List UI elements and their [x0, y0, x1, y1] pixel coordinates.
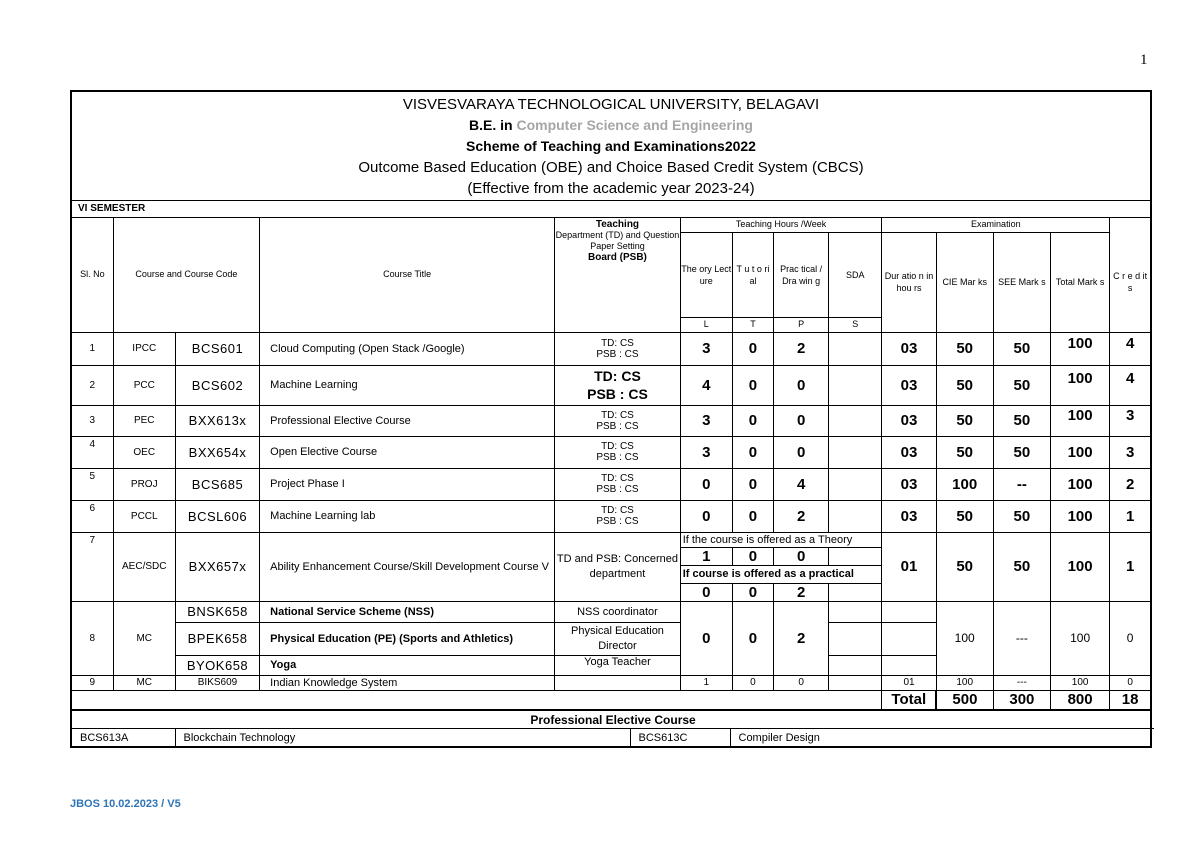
table-row [72, 405, 1150, 436]
scheme-table [72, 218, 1150, 711]
course-type: PCC [113, 365, 175, 405]
see-marks: 50 [993, 532, 1050, 601]
hours-s [829, 601, 882, 622]
duration: 01 [882, 532, 936, 601]
hours-s [829, 655, 882, 675]
credits: 0 [1110, 601, 1150, 675]
course-title: Cloud Computing (Open Stack /Google) [260, 332, 555, 365]
hours-l: 0 [680, 601, 732, 675]
course-type: IPCC [113, 332, 175, 365]
degree-prefix: B.E. in [469, 117, 513, 133]
hours-s [829, 436, 882, 468]
pec-table [72, 711, 1154, 746]
hours-p: 0 [774, 365, 829, 405]
theory-t: 0 [732, 547, 773, 565]
pec-title: Blockchain Technology [175, 729, 630, 747]
sl-no: 7 [72, 532, 113, 601]
cie-marks: 100 [936, 675, 993, 690]
see-marks: 50 [993, 500, 1050, 532]
total-marks: 100 [1051, 601, 1110, 675]
duration: 03 [882, 500, 936, 532]
course-type: PROJ [113, 468, 175, 500]
totals-credits: 18 [1110, 690, 1150, 710]
hours-l: 3 [680, 332, 732, 365]
course-code: BXX657x [175, 532, 259, 601]
teaching-dept: TD: CS PSB : CS [555, 405, 680, 436]
col-tutorial: T u t o ri al [732, 232, 773, 317]
col-duration: Dur atio n in hou rs [882, 232, 936, 332]
hours-t: 0 [732, 365, 773, 405]
col-p: P [774, 317, 829, 332]
course-title: Indian Knowledge System [260, 675, 555, 690]
course-type: MC [113, 601, 175, 675]
course-type: AEC/SDC [113, 532, 175, 601]
duration [882, 601, 936, 622]
practical-p: 2 [774, 583, 829, 601]
totals-row [72, 690, 1150, 710]
teaching-dept: TD: CS PSB : CS [555, 500, 680, 532]
totals-see: 300 [993, 690, 1050, 710]
course-title: National Service Scheme (NSS) [260, 601, 555, 622]
col-total: Total Mark s [1051, 232, 1110, 332]
col-slno: Sl. No [72, 218, 113, 332]
total-marks: 100 [1051, 675, 1110, 690]
obe-line: Outcome Based Education (OBE) and Choice Based Credit System (CBCS) [358, 159, 864, 176]
course-type: PCCL [113, 500, 175, 532]
course-type: OEC [113, 436, 175, 468]
total-marks: 100 [1051, 500, 1110, 532]
sl-no: 8 [72, 601, 113, 675]
col-examination: Examination [882, 218, 1110, 232]
theory-s [829, 547, 882, 565]
cie-marks: 50 [936, 365, 993, 405]
university-name: VISVESVARAYA TECHNOLOGICAL UNIVERSITY, BELAGAVI [402, 96, 820, 113]
teaching-dept: TD: CS PSB : CS [555, 332, 680, 365]
course-code: BPEK658 [175, 622, 259, 655]
course-code: BCSL606 [175, 500, 259, 532]
total-marks: 100 [1051, 365, 1110, 405]
col-cie: CIE Mar ks [936, 232, 993, 332]
table-row [72, 436, 1150, 468]
cie-marks: 50 [936, 332, 993, 365]
hours-s [829, 675, 882, 690]
hours-l: 4 [680, 365, 732, 405]
see-marks: 50 [993, 365, 1050, 405]
cie-marks: 100 [936, 601, 993, 675]
cie-marks: 100 [936, 468, 993, 500]
course-type: MC [113, 675, 175, 690]
table-row [72, 468, 1150, 500]
sl-no: 2 [72, 365, 113, 405]
duration: 03 [882, 332, 936, 365]
col-t: T [732, 317, 773, 332]
course-title: Yoga [260, 655, 555, 675]
col-credits-top [1110, 218, 1150, 232]
col-practical: Prac tical / Dra win g [774, 232, 829, 317]
col-see: SEE Mark s [993, 232, 1050, 332]
course-title: Open Elective Course [260, 436, 555, 468]
col-sda: SDA [829, 232, 882, 317]
hours-s [829, 365, 882, 405]
hours-s [829, 468, 882, 500]
col-theory: The ory Lect ure [680, 232, 732, 317]
course-type: PEC [113, 405, 175, 436]
credits: 0 [1110, 675, 1150, 690]
teaching-dept: TD and PSB: Concerned department [555, 532, 680, 601]
pec-code: BCS613C [630, 729, 730, 747]
total-marks: 100 [1051, 405, 1110, 436]
hours-p: 0 [774, 675, 829, 690]
total-marks: 100 [1051, 468, 1110, 500]
course-title: Professional Elective Course [260, 405, 555, 436]
sl-no: 5 [72, 468, 113, 500]
hours-p: 0 [774, 436, 829, 468]
practical-note: If course is offered as a practical [680, 565, 882, 583]
duration: 03 [882, 405, 936, 436]
duration [882, 622, 936, 655]
pec-title: Compiler Design [730, 729, 1154, 747]
teaching-dept: TD: CS PSB : CS [555, 468, 680, 500]
cie-marks: 50 [936, 532, 993, 601]
practical-l: 0 [680, 583, 732, 601]
table-row [72, 601, 1150, 622]
pec-code: BCS613A [72, 729, 175, 747]
course-code: BIKS609 [175, 675, 259, 690]
hours-t: 0 [732, 332, 773, 365]
see-marks: --- [993, 675, 1050, 690]
totals-spacer [72, 690, 882, 710]
course-code: BXX654x [175, 436, 259, 468]
duration: 03 [882, 468, 936, 500]
table-row [72, 532, 1150, 547]
see-marks: --- [993, 601, 1050, 675]
see-marks: 50 [993, 332, 1050, 365]
page-number: 1 [1140, 52, 1148, 68]
hours-p: 0 [774, 405, 829, 436]
sl-no: 6 [72, 500, 113, 532]
col-teaching-hours: Teaching Hours /Week [680, 218, 882, 232]
col-teaching-sub: Department (TD) and Question Paper Setting [555, 230, 680, 251]
course-code: BXX613x [175, 405, 259, 436]
course-title: Physical Education (PE) (Sports and Athletics) [260, 622, 555, 655]
col-teaching-board: Board (PSB) [588, 252, 647, 263]
credits: 2 [1110, 468, 1150, 500]
practical-s [829, 583, 882, 601]
credits: 3 [1110, 405, 1150, 436]
total-marks: 100 [1051, 332, 1110, 365]
credits: 1 [1110, 532, 1150, 601]
credits: 1 [1110, 500, 1150, 532]
hours-t: 0 [732, 436, 773, 468]
hours-l: 0 [680, 468, 732, 500]
hours-t: 0 [732, 675, 773, 690]
col-s: S [829, 317, 882, 332]
semester-label: VI SEMESTER [72, 201, 1150, 218]
cie-marks: 50 [936, 405, 993, 436]
sl-no: 4 [72, 436, 113, 468]
course-code: BCS601 [175, 332, 259, 365]
table-row [72, 675, 1150, 690]
col-course: Course and Course Code [113, 218, 260, 332]
totals-label: Total [882, 690, 936, 710]
course-title: Ability Enhancement Course/Skill Development Course V [260, 532, 555, 601]
hours-p: 2 [774, 500, 829, 532]
hours-s [829, 622, 882, 655]
course-code: BNSK658 [175, 601, 259, 622]
course-code: BCS685 [175, 468, 259, 500]
degree-line [72, 115, 1150, 136]
course-title: Machine Learning lab [260, 500, 555, 532]
credits: 4 [1110, 365, 1150, 405]
teaching-dept [555, 675, 680, 690]
teaching-dept: TD: CS PSB : CS [555, 365, 680, 405]
pec-row [72, 729, 1154, 747]
col-teaching-main: Teaching [595, 219, 640, 230]
hours-l: 0 [680, 500, 732, 532]
totals-total: 800 [1051, 690, 1110, 710]
hours-p: 4 [774, 468, 829, 500]
hours-l: 3 [680, 436, 732, 468]
theory-l: 1 [680, 547, 732, 565]
see-marks: 50 [993, 405, 1050, 436]
hours-s [829, 332, 882, 365]
degree-dept: Computer Science and Engineering [516, 117, 753, 133]
hours-t: 0 [732, 405, 773, 436]
hours-l: 3 [680, 405, 732, 436]
hours-p: 2 [774, 332, 829, 365]
totals-cie: 500 [936, 690, 993, 710]
footer-version: JBOS 10.02.2023 / V5 [70, 798, 181, 810]
sl-no: 1 [72, 332, 113, 365]
hours-s [829, 405, 882, 436]
table-row [72, 500, 1150, 532]
hours-t: 0 [732, 601, 773, 675]
sl-no: 3 [72, 405, 113, 436]
hours-t: 0 [732, 500, 773, 532]
credits: 4 [1110, 332, 1150, 365]
theory-note: If the course is offered as a Theory [680, 532, 882, 547]
hours-s [829, 500, 882, 532]
teaching-dept: NSS coordinator [555, 601, 680, 622]
col-l: L [680, 317, 732, 332]
total-marks: 100 [1051, 436, 1110, 468]
course-code: BYOK658 [175, 655, 259, 675]
course-title: Machine Learning [260, 365, 555, 405]
course-code: BCS602 [175, 365, 259, 405]
effective-line: (Effective from the academic year 2023-24) [467, 180, 755, 197]
hours-p: 2 [774, 601, 829, 675]
cie-marks: 50 [936, 500, 993, 532]
table-row [72, 365, 1150, 405]
col-title: Course Title [260, 218, 555, 332]
col-teaching [555, 218, 680, 332]
table-row [72, 332, 1150, 365]
duration [882, 655, 936, 675]
scheme-table-frame [70, 90, 1152, 748]
see-marks: -- [993, 468, 1050, 500]
credits: 3 [1110, 436, 1150, 468]
teaching-dept: TD: CS PSB : CS [555, 436, 680, 468]
hours-l: 1 [680, 675, 732, 690]
course-title: Project Phase I [260, 468, 555, 500]
hours-t: 0 [732, 468, 773, 500]
see-marks: 50 [993, 436, 1050, 468]
scheme-title: Scheme of Teaching and Examinations2022 [466, 138, 756, 154]
cie-marks: 50 [936, 436, 993, 468]
pec-heading: Professional Elective Course [72, 711, 1154, 729]
duration: 03 [882, 365, 936, 405]
total-marks: 100 [1051, 532, 1110, 601]
document-header [72, 92, 1150, 201]
sl-no: 9 [72, 675, 113, 690]
duration: 01 [882, 675, 936, 690]
theory-p: 0 [774, 547, 829, 565]
col-credits: C r e d it s [1110, 232, 1150, 332]
duration: 03 [882, 436, 936, 468]
practical-t: 0 [732, 583, 773, 601]
teaching-dept: Physical Education Director [555, 622, 680, 655]
teaching-dept: Yoga Teacher [555, 655, 680, 675]
